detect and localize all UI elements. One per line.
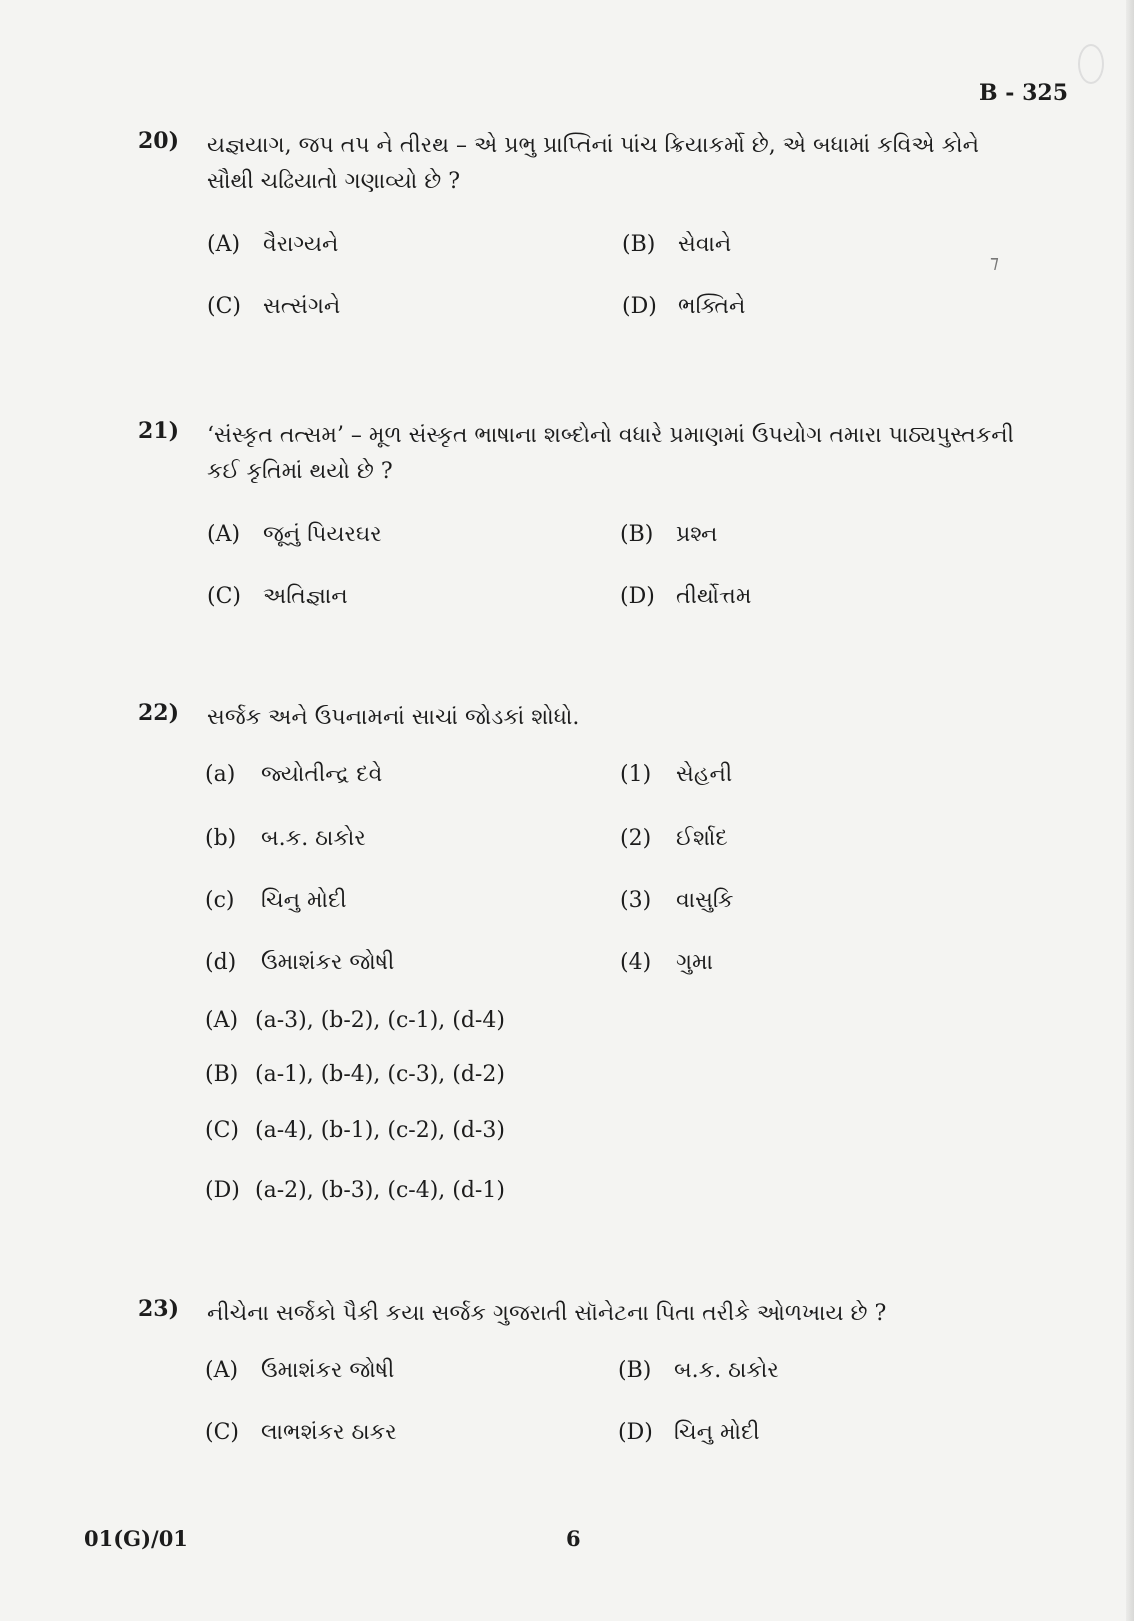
option-label: (B)	[622, 232, 656, 257]
page-number: 6	[566, 1526, 581, 1551]
option-text: જૂનું પિયરઘર	[263, 522, 382, 547]
option-text: ભક્તિને	[678, 294, 746, 319]
question-number: 22)	[138, 700, 180, 726]
option-text: બ.ક. ઠાકોર	[674, 1358, 779, 1383]
match-label: (2)	[620, 826, 652, 851]
option-text: (a-2), (b-3), (c-4), (d-1)	[255, 1178, 505, 1203]
option-text: પ્રશ્ન	[676, 522, 718, 547]
option-label: (A)	[207, 522, 241, 547]
option-label: (C)	[207, 294, 241, 319]
question-number: 23)	[138, 1296, 180, 1322]
option-label: (B)	[205, 1062, 239, 1087]
option-label: (D)	[205, 1178, 240, 1203]
paper-code: B - 325	[979, 80, 1068, 106]
option-text: અતિજ્ઞાન	[263, 584, 348, 609]
option-label: (A)	[205, 1008, 239, 1033]
match-text: બ.ક. ઠાકોર	[261, 826, 366, 851]
option-label: (A)	[205, 1358, 239, 1383]
scan-mark	[1078, 44, 1104, 84]
option-text: લાભશંકર ઠાકર	[261, 1420, 397, 1445]
option-c	[205, 1118, 505, 1143]
option-label: (C)	[207, 584, 241, 609]
option-label: (D)	[622, 294, 657, 319]
question-text: ‘સંસ્કૃત તત્સમ’ – મૂળ સંસ્કૃત ભાષાના શબ્દોનો વધારે પ્રમાણમાં ઉપયોગ તમારા પાઠ્યપુસ્તકની કઈ કૃતિમાં થયો છે ?	[207, 423, 1014, 484]
option-d	[618, 1420, 760, 1445]
match-text: ઉમાશંકર જોષી	[261, 950, 395, 975]
option-text: સત્સંગને	[263, 294, 341, 319]
match-text: સેહની	[676, 762, 733, 787]
option-a	[207, 232, 338, 257]
match-left-a	[205, 762, 382, 787]
match-right-2	[620, 826, 728, 851]
option-d	[620, 584, 751, 609]
footer-code: 01(G)/01	[84, 1526, 188, 1551]
option-text: તીર્થોત્તમ	[676, 584, 752, 609]
match-left-c	[205, 888, 347, 913]
question-text: યજ્ઞયાગ, જપ તપ ને તીરથ – એ પ્રભુ પ્રાપ્તિનાં પાંચ ક્રિયાકર્મો છે, એ બધામાં કવિએ કોને સૌથી ચઢિયાતો ગણાવ્યો છે ?	[207, 133, 979, 194]
match-text: ચિનુ મોદી	[261, 888, 347, 913]
question-number: 21)	[138, 418, 180, 444]
match-text: ઈર્શાદ	[676, 826, 728, 851]
option-text: (a-3), (b-2), (c-1), (d-4)	[255, 1008, 505, 1033]
match-text: વાસુકિ	[676, 888, 734, 913]
option-label: (A)	[207, 232, 241, 257]
match-label: (c)	[205, 888, 235, 913]
pen-mark: ⁊	[990, 252, 999, 273]
option-c	[205, 1420, 397, 1445]
match-text: ગુમા	[676, 950, 713, 975]
option-label: (B)	[620, 522, 654, 547]
option-text: સેવાને	[678, 232, 732, 257]
option-text: (a-4), (b-1), (c-2), (d-3)	[255, 1118, 505, 1143]
question-number: 20)	[138, 128, 180, 154]
option-label: (C)	[205, 1420, 239, 1445]
page-edge	[1126, 0, 1134, 1621]
option-text: ઉમાશંકર જોષી	[261, 1358, 395, 1383]
option-c	[207, 584, 348, 609]
option-text: (a-1), (b-4), (c-3), (d-2)	[255, 1062, 505, 1087]
question-text: નીચેના સર્જકો પૈકી કયા સર્જક ગુજરાતી સૉનેટના પિતા તરીકે ઓળખાય છે ?	[207, 1301, 887, 1326]
option-d	[205, 1178, 505, 1203]
option-text: ચિનુ મોદી	[674, 1420, 760, 1445]
option-b	[622, 232, 731, 257]
match-label: (b)	[205, 826, 237, 851]
match-label: (a)	[205, 762, 236, 787]
option-b	[620, 522, 717, 547]
option-c	[207, 294, 340, 319]
match-label: (4)	[620, 950, 652, 975]
option-label: (C)	[205, 1118, 239, 1143]
option-a	[205, 1008, 505, 1033]
match-right-4	[620, 950, 713, 975]
option-d	[622, 294, 745, 319]
match-label: (3)	[620, 888, 652, 913]
match-right-3	[620, 888, 733, 913]
option-b	[205, 1062, 505, 1087]
match-label: (1)	[620, 762, 652, 787]
option-a	[207, 522, 382, 547]
option-b	[618, 1358, 779, 1383]
option-label: (D)	[618, 1420, 653, 1445]
question-text: સર્જક અને ઉપનામનાં સાચાં જોડકાં શોધો.	[207, 705, 580, 730]
option-label: (D)	[620, 584, 655, 609]
match-left-d	[205, 950, 394, 975]
option-a	[205, 1358, 394, 1383]
match-text: જ્યોતીન્દ્ર દવે	[261, 762, 383, 787]
match-label: (d)	[205, 950, 237, 975]
match-right-1	[620, 762, 732, 787]
option-label: (B)	[618, 1358, 652, 1383]
match-left-b	[205, 826, 366, 851]
option-text: વૈરાગ્યને	[263, 232, 339, 257]
